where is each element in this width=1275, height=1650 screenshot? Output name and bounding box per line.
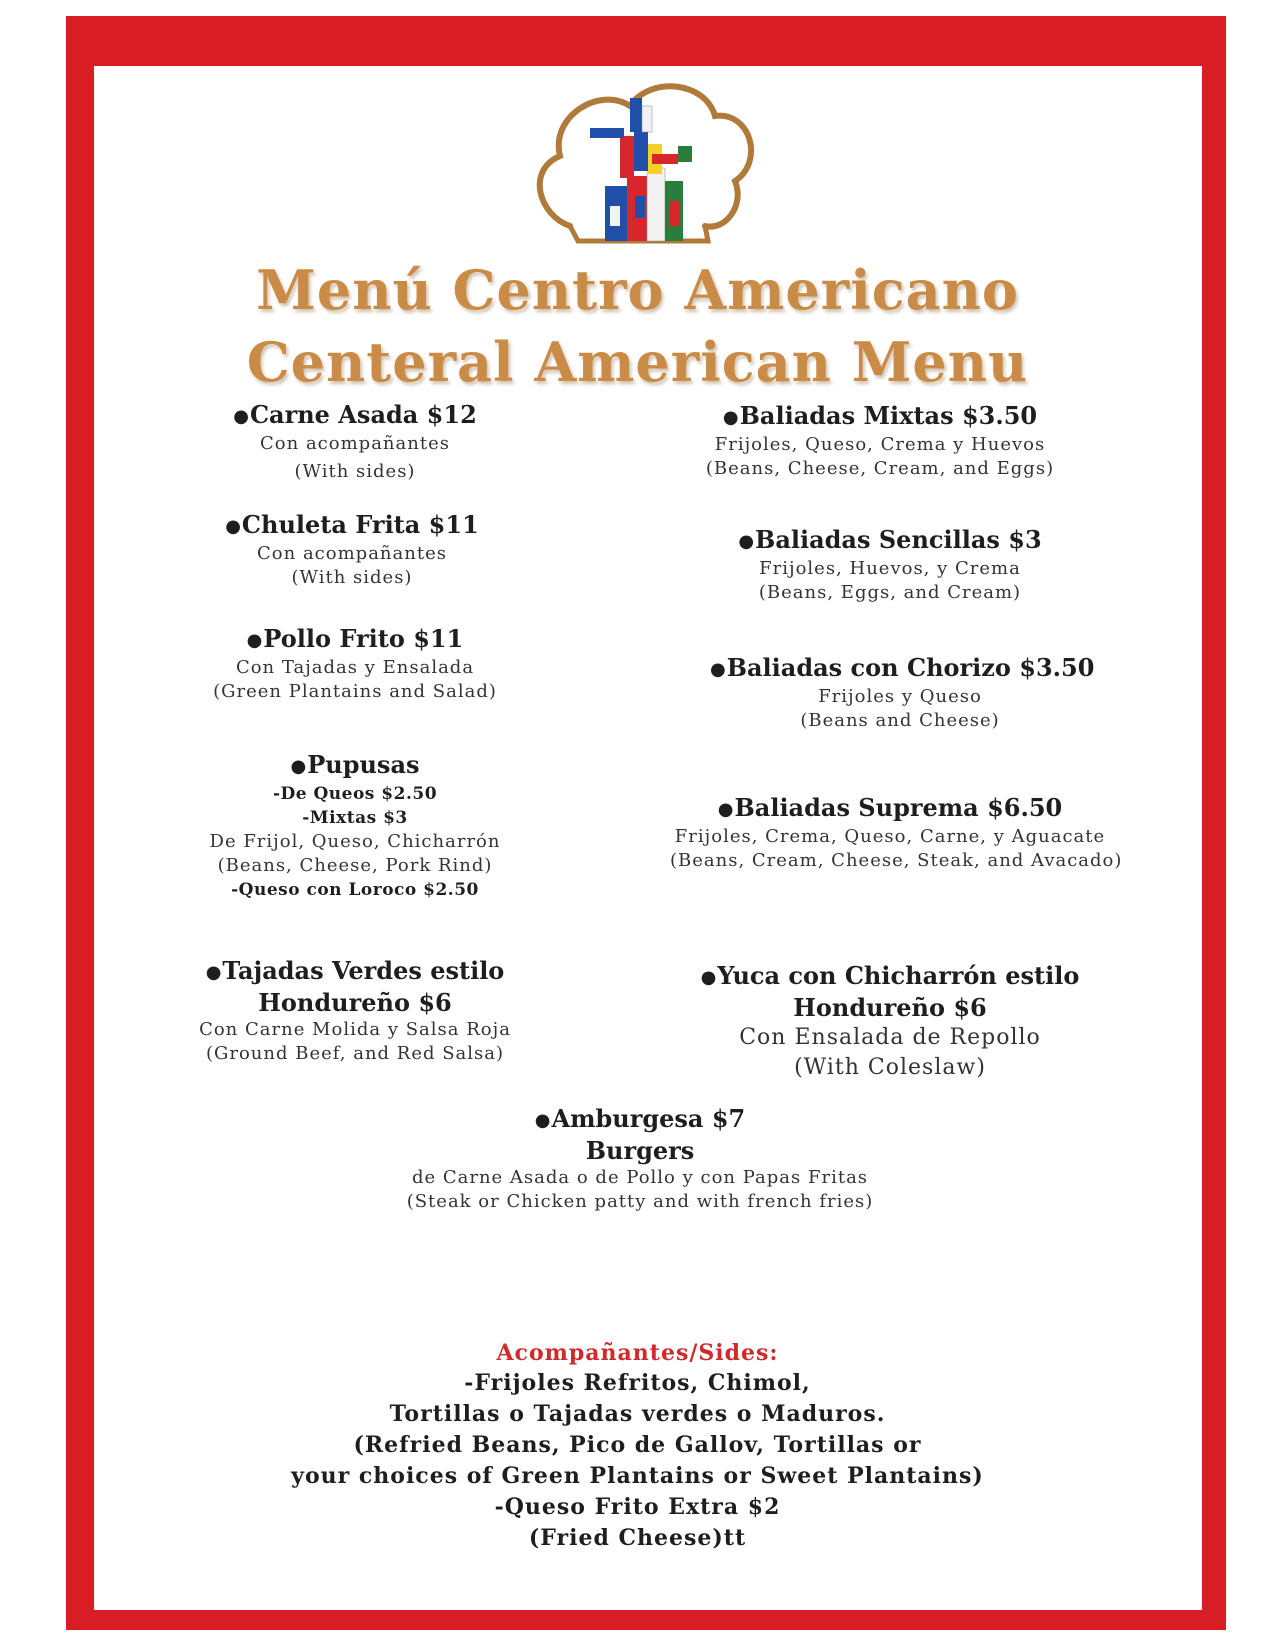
menu-item-chuleta-frita xyxy=(202,510,502,590)
item-description-en: (With sides) xyxy=(291,566,413,588)
sides-header: Acompañantes/Sides: xyxy=(496,1340,779,1366)
bullet-icon: ● xyxy=(700,966,717,988)
menu-item-pollo-frito xyxy=(195,624,515,704)
item-description-en: (Steak or Chicken patty and with french fries) xyxy=(406,1190,874,1212)
bullet-icon: ● xyxy=(246,629,263,651)
bullet-icon: ● xyxy=(722,406,739,428)
item-name-line-2: Hondureño $6 xyxy=(258,987,452,1017)
sides-line: -Queso Frito Extra $2 xyxy=(494,1494,781,1520)
item-description: Con Tajadas y Ensalada xyxy=(235,656,475,678)
item-description-en: (Green Plantains and Salad) xyxy=(213,680,497,702)
item-description: Frijoles y Queso xyxy=(818,685,982,707)
item-description-en: (Ground Beef, and Red Salsa) xyxy=(205,1042,505,1064)
item-description-en: (Beans, Cheese, Cream, and Eggs) xyxy=(705,457,1055,479)
item-name: ●Baliadas Mixtas $3.50 xyxy=(722,401,1038,430)
pupusa-option: -De Queos $2.50 xyxy=(272,783,438,804)
item-name: ●Pollo Frito $11 xyxy=(246,624,464,653)
menu-item-yuca-chicharron xyxy=(690,961,1090,1083)
item-name: ●Baliadas con Chorizo $3.50 xyxy=(710,653,1095,682)
item-description: Frijoles, Queso, Crema y Huevos xyxy=(714,433,1046,455)
item-name-english: Burgers xyxy=(585,1135,695,1165)
bullet-icon: ● xyxy=(738,530,755,552)
item-name: ●Amburgesa $7 xyxy=(534,1104,746,1133)
bullet-icon: ● xyxy=(717,798,734,820)
bullet-icon: ● xyxy=(205,961,222,983)
item-name-line-2: Hondureño $6 xyxy=(793,992,987,1022)
sides-line: -Frijoles Refritos, Chimol, xyxy=(464,1370,811,1396)
bullet-icon: ● xyxy=(710,658,726,680)
menu-item-baliadas-sencillas xyxy=(710,525,1070,605)
item-description: Con Carne Molida y Salsa Roja xyxy=(199,1018,511,1040)
menu-item-baliadas-chorizo xyxy=(710,653,1095,733)
bullet-icon: ● xyxy=(290,755,307,777)
item-description-en: (Beans, Eggs, and Cream) xyxy=(758,581,1022,603)
sides-line: (Fried Cheese)tt xyxy=(528,1525,747,1551)
menu-item-pupusas xyxy=(195,750,515,902)
sides-line: Tortillas o Tajadas verdes o Maduros. xyxy=(389,1401,886,1427)
menu-item-tajadas-verdes xyxy=(190,956,520,1066)
sides-section xyxy=(0,1338,1275,1554)
item-description-en: (Beans, Cream, Cheese, Steak, and Avacado) xyxy=(670,849,1123,871)
item-name: ●Baliadas Suprema $6.50 xyxy=(717,793,1063,822)
menu-item-amburgesa xyxy=(380,1104,900,1214)
item-name: ●Pupusas xyxy=(290,750,420,779)
menu-title-spanish: Menú Centro Americano xyxy=(256,258,1019,322)
menu-item-baliadas-mixtas xyxy=(700,401,1060,481)
item-description: De Frijol, Queso, Chicharrón xyxy=(209,830,501,852)
bullet-icon: ● xyxy=(225,515,241,537)
item-description-en: (With Coleslaw) xyxy=(794,1054,986,1080)
menu-title-english: Centeral American Menu xyxy=(246,330,1029,394)
flag-figure xyxy=(590,98,692,241)
item-description: Con Ensalada de Repollo xyxy=(739,1024,1041,1050)
menu-item-carne-asada xyxy=(205,400,505,484)
item-description: Frijoles, Huevos, y Crema xyxy=(759,557,1021,579)
item-name: ●Baliadas Sencillas $3 xyxy=(738,525,1042,554)
bullet-icon: ● xyxy=(534,1109,551,1131)
bullet-icon: ● xyxy=(233,405,249,427)
item-description: Con acompañantes xyxy=(260,432,450,454)
item-description-en: (Beans, Cheese, Pork Rind) xyxy=(217,854,493,876)
item-description: Frijoles, Crema, Queso, Carne, y Aguacate xyxy=(674,825,1106,847)
chef-hat-logo xyxy=(530,76,760,254)
item-description: Con acompañantes xyxy=(257,542,447,564)
item-name: ●Yuca con Chicharrón estilo xyxy=(700,961,1080,990)
pupusa-option: -Mixtas $3 xyxy=(302,807,408,828)
item-name: ●Chuleta Frita $11 xyxy=(225,510,479,539)
sides-line: your choices of Green Plantains or Sweet Plantains) xyxy=(291,1463,984,1489)
item-description-en: (Beans and Cheese) xyxy=(800,709,1000,731)
item-description: de Carne Asada o de Pollo y con Papas Fritas xyxy=(411,1166,869,1188)
sides-line: (Refried Beans, Pico de Gallov, Tortillas or xyxy=(353,1432,922,1458)
item-name: ●Carne Asada $12 xyxy=(233,400,477,429)
item-description-en: (With sides) xyxy=(294,460,416,482)
menu-item-baliadas-suprema xyxy=(670,793,1123,873)
pupusa-option: -Queso con Loroco $2.50 xyxy=(231,879,479,900)
item-name: ●Tajadas Verdes estilo xyxy=(205,956,505,985)
